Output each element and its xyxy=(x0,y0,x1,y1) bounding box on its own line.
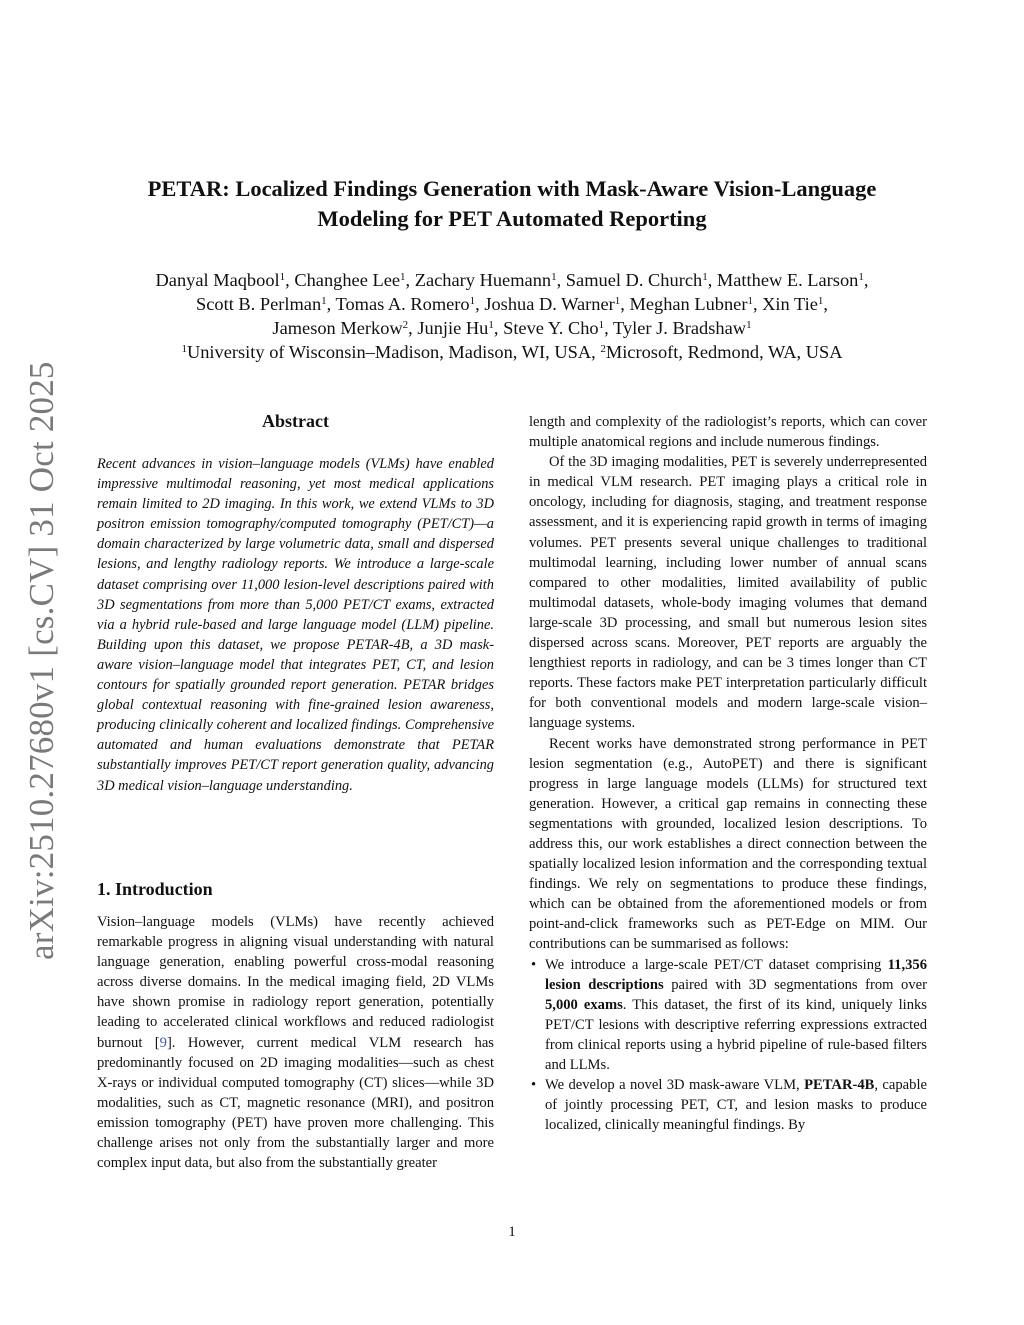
author-name: Steve Y. Cho xyxy=(503,318,599,338)
author-line-1: Danyal Maqbool$^1$, Changhee Lee$^1$, Zachary Huemann$^1$, Samuel D. Church$^1$, Matthew E. Larson$^1$, xyxy=(155,270,869,290)
introduction-heading: 1. Introduction xyxy=(97,879,213,899)
abstract-text: Recent advances in vision–language models (VLMs) have enabled impressive multimodal reasoning, yet most medical applications remain limited to 2D imaging. In this work, we extend VLMs to 3D positron emission tomography/computed tomography (PET/CT)—a domain characterized by large volumetric data, small and dispersed lesions, and lengthy radiology reports. We introduce a large-scale dataset comprising over 11,000 lesion-level descriptions paired with 3D segmentations from more than 5,000 PET/CT exams, extracted via a hybrid rule-based and large language model (LLM) pipeline. Building upon this dataset, we propose PETAR-4B, a 3D mask-aware vision–language model that integrates PET, CT, and lesion contours for spatially grounded report generation. PETAR bridges global contextual reasoning with fine-grained lesion awareness, producing clinically coherent and localized findings. Comprehensive automated and human evaluations demonstrate that PETAR substantially improves PET/CT report generation quality, advancing 3D medical vision–language understanding. xyxy=(97,456,494,794)
contribution-highlight: PETAR-4B xyxy=(804,1077,875,1094)
right-column xyxy=(529,412,927,1135)
bullet-icon: • xyxy=(531,1077,537,1094)
contribution-item xyxy=(529,1075,927,1135)
paragraph-text: Vision–language models (VLMs) have recently achieved remarkable progress in aligning visual understanding with natural language generation, enabling powerful cross-modal reasoning across diverse domains. In the medical imaging field, 2D VLMs have shown promise in radiology report generation, potentially leading to accelerated clinical workflows and reduced radiologist burnout [ xyxy=(97,914,494,1051)
author-affiliation-mark: 1 xyxy=(747,295,753,307)
paper-title-line-1: PETAR: Localized Findings Generation with Mask-Aware Vision-Language xyxy=(147,176,877,201)
citation-link[interactable]: 9 xyxy=(159,1034,167,1051)
introduction-paragraph-2: Of the 3D imaging modalities, PET is severely underrepresented in medical VLM research. PET imaging plays a critical role in oncology, including for diagnosis, staging, and treatment response assessment, and it is experiencing rapid growth in terms of imaging volumes. PET presents several unique challenges to traditional multimodal learning, including lower number of annual scans compared to other modalities, limited availability of public multimodal datasets, whole-body imaging volumes that demand large-scale 3D processing, and small but numerous lesion sites dispersed across scans. Moreover, PET reports are arguably the lengthiest reports in radiology, and can be 3 times longer than CT reports. These factors make PET interpretation particularly difficult for both conventional models and modern large-scale vision–language systems. xyxy=(529,454,927,732)
author-name: Tyler J. Bradshaw xyxy=(613,318,747,338)
author-line-2: Scott B. Perlman$^1$, Tomas A. Romero$^1$, Joshua D. Warner$^1$, Meghan Lubner$^1$, Xin Tie$^1$, xyxy=(196,294,828,314)
affiliation-mark: 1 xyxy=(181,343,187,355)
contribution-text: We introduce a large-scale PET/CT dataset comprising xyxy=(545,956,888,973)
author-affiliation-mark: 1 xyxy=(400,271,406,283)
abstract-heading: Abstract xyxy=(262,411,329,431)
author-affiliation-mark: 1 xyxy=(321,295,327,307)
author-affiliation-mark: 1 xyxy=(817,295,824,307)
contribution-highlight: 5,000 exams xyxy=(545,996,623,1013)
introduction-paragraph-1 xyxy=(97,912,494,1173)
author-affiliation-mark: 1 xyxy=(702,271,708,283)
author-name: Meghan Lubner xyxy=(629,294,748,314)
author-name: Samuel D. Church xyxy=(565,270,703,290)
author-name: Changhee Lee xyxy=(294,270,401,290)
author-name: Junjie Hu xyxy=(417,318,489,338)
author-name: Tomas A. Romero xyxy=(335,294,470,314)
author-name: Zachary Huemann xyxy=(414,270,552,290)
affiliation-1: University of Wisconsin–Madison, Madison, WI, USA, xyxy=(186,342,601,362)
affiliation-line xyxy=(80,340,944,364)
author-name: Jameson Merkow xyxy=(272,318,403,338)
author-affiliation-mark: 1 xyxy=(614,295,621,307)
author-affiliation-mark: 2 xyxy=(402,319,409,331)
author-name: Matthew E. Larson xyxy=(716,270,859,290)
author-name: Joshua D. Warner xyxy=(484,294,615,314)
author-name: Xin Tie xyxy=(762,294,818,314)
author-name: Danyal Maqbool xyxy=(155,270,280,290)
author-affiliation-mark: 1 xyxy=(551,271,557,283)
author-affiliation-mark: 1 xyxy=(469,295,476,307)
paper-title xyxy=(100,174,924,234)
contribution-item xyxy=(529,955,927,1076)
arxiv-identifier-stamp: arXiv:2510.27680v1 [cs.CV] 31 Oct 2025 xyxy=(22,361,61,960)
introduction-paragraph-3: Recent works have demonstrated strong performance in PET lesion segmentation (e.g., AutoPET) and there is significant progress in large language models (LLMs) for structured text generation. However, a critical gap remains in connecting these segmentations with grounded, localized lesion descriptions. To address this, our work establishes a direct connection between the spatially localized lesion information and the corresponding textual findings. We rely on segmentations to produce these findings, which can be obtained from the aforementioned models or from point-and-click frameworks such as PET-Edge on MIM. Our contributions can be summarised as follows: xyxy=(529,735,927,953)
contribution-text: paired with 3D segmentations from over xyxy=(663,976,927,993)
page-number: 1 xyxy=(508,1224,516,1240)
author-affiliation-mark: 1 xyxy=(279,271,286,283)
paragraph-text: ]. However, current medical VLM research has predominantly focused on 2D imaging modalities—such as chest X-rays or individual computed tomography (CT) slices—while 3D modalities, such as CT, magnetic resonance (MRI), and positron emission tomography (PET) have proven more challenging. This challenge arises not only from the substantially larger and more complex input data, but also from the substantially greater xyxy=(97,1034,494,1172)
contribution-text: , capable of jointly processing PET, CT, and lesion masks to produce localized, clinically meaningful findings. By xyxy=(545,1077,927,1134)
author-name: Scott B. Perlman xyxy=(196,294,322,314)
affiliation-mark: 2 xyxy=(600,343,606,355)
contributions-list xyxy=(529,955,927,1136)
author-line-3: Jameson Merkow$^2$, Junjie Hu$^1$, Steve Y. Cho$^1$, Tyler J. Bradshaw$^1$ xyxy=(272,318,752,338)
affiliation-2: Microsoft, Redmond, WA, USA xyxy=(605,342,843,362)
author-affiliation-mark: 1 xyxy=(598,319,605,331)
author-affiliation-mark: 1 xyxy=(858,271,864,283)
contribution-text: We develop a novel 3D mask-aware VLM, xyxy=(545,1077,805,1094)
bullet-icon: • xyxy=(531,956,537,973)
introduction-paragraph-1-continued: length and complexity of the radiologist’s reports, which can cover multiple anatomical regions and include numerous findings. xyxy=(529,414,927,451)
author-block xyxy=(80,268,944,364)
paper-title-line-2: Modeling for PET Automated Reporting xyxy=(317,206,707,231)
author-affiliation-mark: 1 xyxy=(488,319,494,331)
contribution-text: . This dataset, the first of its kind, uniquely links PET/CT lesions with descriptive referring expressions extracted from clinical reports using a hybrid pipeline of rule-based filters and LLMs. xyxy=(545,996,927,1073)
author-affiliation-mark: 1 xyxy=(746,319,752,331)
contribution-highlight: 11,356 lesion descriptions xyxy=(545,956,927,993)
